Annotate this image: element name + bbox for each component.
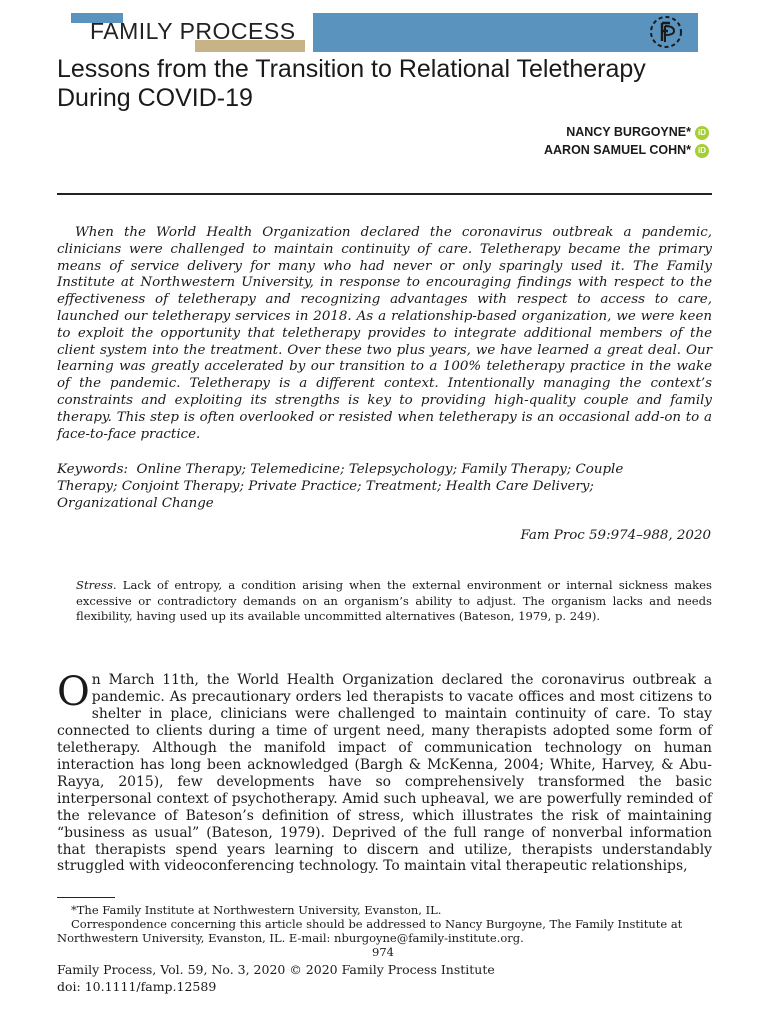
footnotes — [57, 903, 717, 946]
citation: Fam Proc 59:974–988, 2020 — [520, 528, 711, 543]
journal-name: FAMILY PROCESS — [90, 18, 296, 44]
orcid-icon[interactable]: iD — [695, 126, 709, 140]
footnote-correspondence: Correspondence concerning this article should be addressed to Nancy Burgoyne, The Family Institute at Northwestern University, Evanston, IL. E-mail: nburgoyne@family-institute.org. — [57, 917, 683, 946]
title-divider — [57, 193, 712, 195]
page-number: 974 — [372, 945, 394, 959]
page-footer — [57, 961, 495, 995]
fp-logo-icon — [649, 15, 683, 49]
doi[interactable]: doi: 10.1111/famp.12589 — [57, 979, 217, 994]
footnote-divider — [57, 897, 115, 898]
body-text — [57, 669, 712, 875]
keywords: Keywords: Online Therapy; Telemedicine; Telepsychology; Family Therapy; Couple Therapy; Conjoint Therapy; Private Practice; Treatment; Health Care Delivery; Organizational Change — [57, 462, 624, 511]
author-name: NANCY BURGOYNE* — [566, 125, 691, 139]
epigraph-text: . Lack of entropy, a condition arising when the external environment or internal sickness makes excessive or contradictory demands on an organism’s ability to adjust. The organism lacks and needs flexibility, having used up its available uncommitted alternatives (Bateson, 1979, p. 249). — [76, 578, 712, 623]
abstract: When the World Health Organization declared the coronavirus outbreak a pandemic, clinicians were challenged to maintain continuity of care. Teletherapy became the primary means of service delivery for many who had never or only sparingly used it. The Family Institute at Northwestern University, in response to encouraging findings with respect to the effectiveness of teletherapy and recognizing advantages with respect to access to care, launched our teletherapy services in 2018. As a relationship-based organization, we were keen to exploit the opportunity that teletherapy provides to integrate additional members of the client system into the treatment. Over these two plus years, we have learned a great deal. Our learning was greatly accelerated by our transition to a 100% teletherapy practice in the wake of the pandemic. Teletherapy is a different context. Intentionally managing the context’s constraints and exploiting its strengths is key to providing high-quality couple and family therapy. This step is often overlooked or resisted when teletherapy is an occasional add-on to a face-to-face practice. — [57, 225, 712, 442]
orcid-icon[interactable]: iD — [695, 144, 709, 158]
drop-cap: O — [57, 669, 90, 715]
epigraph-term: Stress — [76, 578, 113, 592]
epigraph — [76, 578, 712, 625]
footnote-affiliation: *The Family Institute at Northwestern University, Evanston, IL. — [71, 903, 442, 917]
body-paragraph: n March 11th, the World Health Organization declared the coronavirus outbreak a pandemic. As precautionary orders led therapists to vacate offices and most citizens to shelter in place, clinicians were challenged to maintain continuity of care. To stay connected to clients during a time of urgent need, many therapists adopted some form of teletherapy. Although the manifold impact of communication technology on human interaction has long been acknowledged (Bargh & McKenna, 2004; White, Harvey, & Abu-Rayya, 2015), few developments have so comprehensively transformed the basic interpersonal context of psychotherapy. Amid such upheaval, we are powerfully reminded of the relevance of Bateson’s definition of stress, which illustrates the risk of maintaining “business as usual” (Bateson, 1979). Deprived of the full range of nonverbal information that therapists spend years learning to discern and utilize, therapists understandably struggled with videoconferencing technology. To maintain vital therapeutic relationships, — [57, 672, 712, 875]
header-band — [313, 13, 698, 52]
article-title: Lessons from the Transition to Relational Teletherapy During COVID-19 — [57, 55, 646, 112]
journal-line: Family Process, Vol. 59, No. 3, 2020 © 2020 Family Process Institute — [57, 962, 495, 977]
author-name: AARON SAMUEL COHN* — [544, 143, 691, 157]
